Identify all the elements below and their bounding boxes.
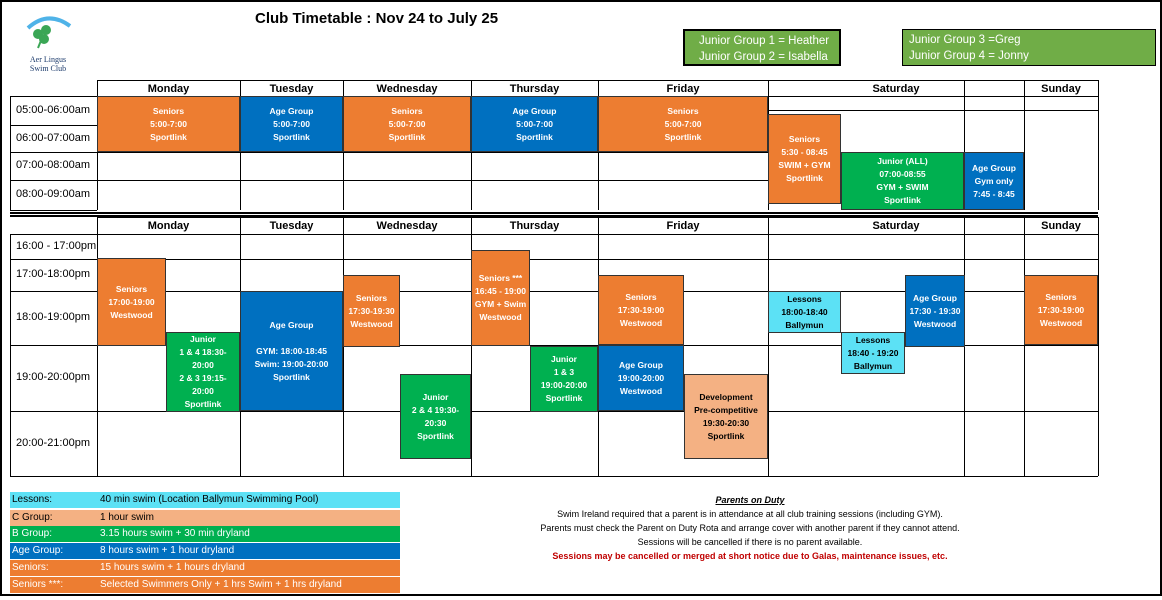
- evening-time-slot: 17:00-18:00pm: [16, 268, 90, 280]
- evening-session[interactable]: [530, 346, 598, 412]
- morning-session[interactable]: [240, 96, 343, 152]
- session-line: Sportlink: [273, 371, 310, 382]
- day-header-wednesday: Wednesday: [376, 220, 438, 232]
- day-header-saturday: Saturday: [872, 83, 920, 95]
- session-line: Sportlink: [184, 399, 222, 409]
- legend-description: 15 hours swim + 1 hours dryland: [100, 562, 245, 573]
- day-header-thursday: Thursday: [509, 83, 560, 95]
- session-line: 17:30-19:00: [1037, 304, 1085, 315]
- morning-session[interactable]: [97, 96, 240, 152]
- session-line: SWIM + GYM: [778, 160, 831, 170]
- session-line: 1 & 3: [553, 367, 575, 377]
- session-line: Junior: [422, 391, 449, 402]
- session-line: 5:00-7:00: [664, 118, 702, 129]
- session-line: 17:30-19:30: [348, 305, 395, 316]
- day-header-saturday: Saturday: [872, 220, 920, 232]
- morning-time-row-line: [10, 96, 97, 97]
- morning-column-line: [1098, 80, 1099, 210]
- session-line: 18:40 - 19:20: [847, 347, 899, 358]
- session-line: 5:00-7:00: [273, 118, 310, 129]
- legend-row: [10, 543, 400, 559]
- session-line: 17:30 - 19:30: [909, 305, 961, 316]
- session-line: Pre-competitive: [694, 404, 758, 415]
- session-line: Age Group: [269, 319, 314, 330]
- club-logo: [18, 14, 78, 72]
- legend-description: 3.15 hours swim + 30 min dryland: [100, 528, 250, 539]
- session-line: Westwood: [619, 385, 663, 396]
- parents-on-duty-warning: Sessions may be cancelled or merged at short notice due to Galas, maintenance issues, etc.: [552, 551, 948, 561]
- session-line: Sportlink: [707, 430, 745, 441]
- day-header-sunday: Sunday: [1041, 220, 1081, 232]
- evening-time-slot: 20:00-21:00pm: [16, 436, 90, 449]
- page-title: Club Timetable : Nov 24 to July 25: [255, 10, 499, 27]
- evening-time-slot: 19:00-20:00pm: [16, 371, 90, 383]
- section-separator: [10, 212, 1098, 214]
- morning-column-line: [1024, 80, 1025, 210]
- junior-group-3: Junior Group 3 =Greg: [909, 34, 1021, 46]
- session-line: Gym only: [974, 175, 1014, 186]
- day-header-monday: Monday: [147, 83, 190, 95]
- session-line: Sportlink: [388, 131, 426, 142]
- session-line: Age Group: [972, 162, 1016, 173]
- evening-time-row-line: [10, 411, 97, 412]
- day-header-sunday: Sunday: [1041, 83, 1081, 95]
- legend-label: Age Group:: [12, 545, 64, 556]
- day-header-tuesday: Tuesday: [269, 83, 314, 95]
- section-separator: [10, 215, 1098, 217]
- session-line: 17:00-19:00: [108, 296, 155, 307]
- session-line: GYM: 18:00-18:45: [256, 345, 327, 356]
- morning-time-row-line: [10, 210, 97, 211]
- morning-session[interactable]: [841, 152, 964, 210]
- evening-bottom-line: [10, 476, 1098, 477]
- legend-label: C Group:: [12, 512, 53, 523]
- morning-time-slot: 05:00-06:00am: [16, 103, 90, 116]
- morning-row-line: [97, 152, 768, 153]
- evening-column-line: [97, 217, 98, 476]
- junior-group-4: Junior Group 4 = Jonny: [909, 50, 1029, 62]
- evening-session[interactable]: [166, 332, 240, 412]
- session-line: Westwood: [110, 309, 153, 320]
- session-line: Ballymun: [853, 360, 893, 371]
- session-line: 2 & 3 19:15-: [179, 373, 227, 383]
- session-line: 1 & 4 18:30-: [179, 347, 227, 357]
- session-line: Seniors: [115, 283, 148, 294]
- session-line: Age Group: [913, 292, 957, 303]
- evening-time-slot: 16:00 - 17:00pm: [16, 239, 97, 252]
- session-line: 5:00-7:00: [516, 118, 553, 129]
- session-line: Seniors: [152, 105, 185, 116]
- session-line: 19:00-20:00: [540, 380, 588, 390]
- parents-on-duty-line-3: Sessions will be cancelled if there is no parent available.: [637, 537, 863, 547]
- session-line: Swim: 19:00-20:00: [254, 358, 329, 369]
- session-line: Junior: [551, 354, 577, 364]
- evening-time-row-line: [10, 345, 97, 346]
- session-line: Sportlink: [545, 393, 583, 403]
- session-line: Sportlink: [664, 131, 702, 142]
- session-line: Seniors: [667, 105, 699, 116]
- evening-column-line: [1098, 217, 1099, 476]
- parents-on-duty-line-1: Swim Ireland required that a parent is in attendance at all club training sessions (including GYM).: [557, 509, 943, 519]
- session-line: GYM + Swim: [474, 299, 527, 309]
- session-line: 5:30 - 08:45: [781, 147, 828, 157]
- morning-time-row-line: [10, 152, 97, 153]
- session-line: Westwood: [619, 317, 663, 328]
- session-line: Sportlink: [786, 173, 823, 183]
- day-header-friday: Friday: [666, 83, 700, 95]
- session-line: Seniors: [788, 134, 821, 144]
- session-line: GYM + SWIM: [876, 182, 929, 192]
- session-line: 7:45 - 8:45: [973, 188, 1015, 199]
- evening-time-slot: 18:00-19:00pm: [16, 311, 90, 323]
- logo-text-line2: Swim Club: [29, 64, 67, 73]
- legend-description: Selected Swimmers Only + 1 hrs Swim + 1 hrs dryland: [100, 579, 342, 590]
- evening-left-line: [10, 234, 11, 476]
- evening-session[interactable]: [471, 250, 530, 346]
- morning-time-slot: 08:00-09:00am: [16, 188, 90, 200]
- evening-session[interactable]: [97, 258, 166, 346]
- morning-session[interactable]: [343, 96, 471, 152]
- evening-header-line: [10, 234, 1098, 235]
- legend-row: [10, 560, 400, 576]
- session-line: Sportlink: [516, 131, 553, 142]
- evening-session[interactable]: [1024, 275, 1098, 345]
- session-line: 19:00-20:00: [617, 372, 665, 383]
- evening-time-row-line: [10, 291, 97, 292]
- parents-on-duty-heading: Parents on Duty: [715, 495, 785, 505]
- session-line: 20:30: [424, 417, 447, 428]
- session-line: Age Group: [269, 105, 314, 116]
- junior-groups-box-2: [902, 29, 1156, 66]
- session-line: Junior (ALL): [877, 156, 928, 166]
- day-header-monday: Monday: [147, 220, 190, 232]
- session-line: Westwood: [479, 312, 522, 322]
- day-header-tuesday: Tuesday: [269, 220, 314, 232]
- evening-row-line: [97, 259, 1098, 260]
- morning-session[interactable]: [598, 96, 768, 152]
- morning-session[interactable]: [768, 114, 841, 204]
- session-line: 20:00: [192, 360, 214, 370]
- day-header-thursday: Thursday: [509, 220, 560, 232]
- session-line: Age Group: [619, 359, 663, 370]
- evening-session[interactable]: [841, 332, 905, 374]
- legend-label: Seniors ***:: [12, 579, 64, 590]
- morning-time-slot: 06:00-07:00am: [16, 131, 90, 144]
- session-line: Ballymun: [785, 319, 824, 330]
- session-line: 5:00-7:00: [150, 118, 187, 129]
- shamrock-icon: [18, 14, 78, 50]
- session-line: 18:00-18:40: [781, 306, 828, 317]
- session-line: Development: [699, 391, 753, 402]
- legend-description: 1 hour swim: [100, 512, 154, 523]
- morning-time-row-line: [10, 125, 97, 126]
- evening-session[interactable]: [768, 291, 841, 333]
- session-line: Sportlink: [417, 430, 454, 441]
- junior-group-2: Junior Group 2 = Isabella: [699, 51, 828, 63]
- morning-time-slot: 07:00-08:00am: [16, 159, 90, 171]
- session-line: Lessons: [855, 334, 891, 345]
- session-line: Age Group: [512, 105, 557, 116]
- legend-description: 40 min swim (Location Ballymun Swimming Pool): [100, 494, 319, 505]
- morning-time-row-line: [10, 180, 97, 181]
- legend-label: Seniors:: [12, 562, 49, 573]
- evening-session[interactable]: [343, 275, 400, 347]
- morning-session[interactable]: [471, 96, 598, 152]
- session-line: Westwood: [350, 318, 393, 329]
- evening-session[interactable]: [598, 275, 684, 345]
- session-line: Sportlink: [150, 131, 187, 142]
- legend-label: B Group:: [12, 528, 53, 539]
- logo-text-line1: Aer Lingus: [29, 55, 67, 64]
- session-line: Sportlink: [273, 131, 310, 142]
- session-line: 5:00-7:00: [388, 118, 426, 129]
- session-line: Seniors: [391, 105, 423, 116]
- day-header-wednesday: Wednesday: [376, 83, 438, 95]
- legend-label: Lessons:: [12, 494, 53, 505]
- legend-row: [10, 577, 400, 593]
- evening-column-line: [768, 217, 769, 476]
- evening-session[interactable]: [905, 275, 965, 347]
- session-line: Seniors ***: [478, 273, 523, 283]
- legend-row: [10, 492, 400, 508]
- junior-group-1: Junior Group 1 = Heather: [699, 35, 830, 47]
- morning-row-line: [768, 110, 1098, 111]
- morning-left-line: [10, 96, 11, 210]
- junior-groups-box-1: [683, 29, 841, 66]
- legend-description: 8 hours swim + 1 hour dryland: [100, 545, 235, 556]
- session-line: Westwood: [1039, 317, 1083, 328]
- session-line: 07:00-08:55: [879, 169, 926, 179]
- evening-session[interactable]: [684, 374, 768, 459]
- session-line: Lessons: [787, 293, 822, 304]
- session-line: Seniors: [1045, 291, 1077, 302]
- legend-row: [10, 510, 400, 526]
- session-line: Sportlink: [884, 195, 921, 205]
- evening-column-line: [1024, 217, 1025, 476]
- session-line: Seniors: [355, 292, 388, 303]
- session-line: 19:30-20:30: [702, 417, 750, 428]
- session-line: Seniors: [625, 291, 657, 302]
- session-line: 2 & 4 19:30-: [411, 404, 460, 415]
- morning-session[interactable]: [964, 152, 1024, 210]
- day-header-friday: Friday: [666, 220, 700, 232]
- evening-time-row-line: [10, 234, 97, 235]
- evening-time-row-line: [10, 259, 97, 260]
- session-line: 17:30-19:00: [617, 304, 665, 315]
- session-line: 16:45 - 19:00: [474, 286, 527, 296]
- evening-session[interactable]: [240, 291, 343, 411]
- session-line: Westwood: [913, 318, 957, 329]
- session-line: Junior: [190, 334, 216, 344]
- morning-row-line: [97, 180, 768, 181]
- legend-row: [10, 526, 400, 542]
- session-line: [241, 332, 342, 345]
- session-line: 20:00: [192, 386, 214, 396]
- evening-session[interactable]: [598, 345, 684, 411]
- parents-on-duty-line-2: Parents must check the Parent on Duty Rota and arrange cover with another parent if they cannot attend.: [540, 523, 960, 533]
- evening-session[interactable]: [400, 374, 471, 459]
